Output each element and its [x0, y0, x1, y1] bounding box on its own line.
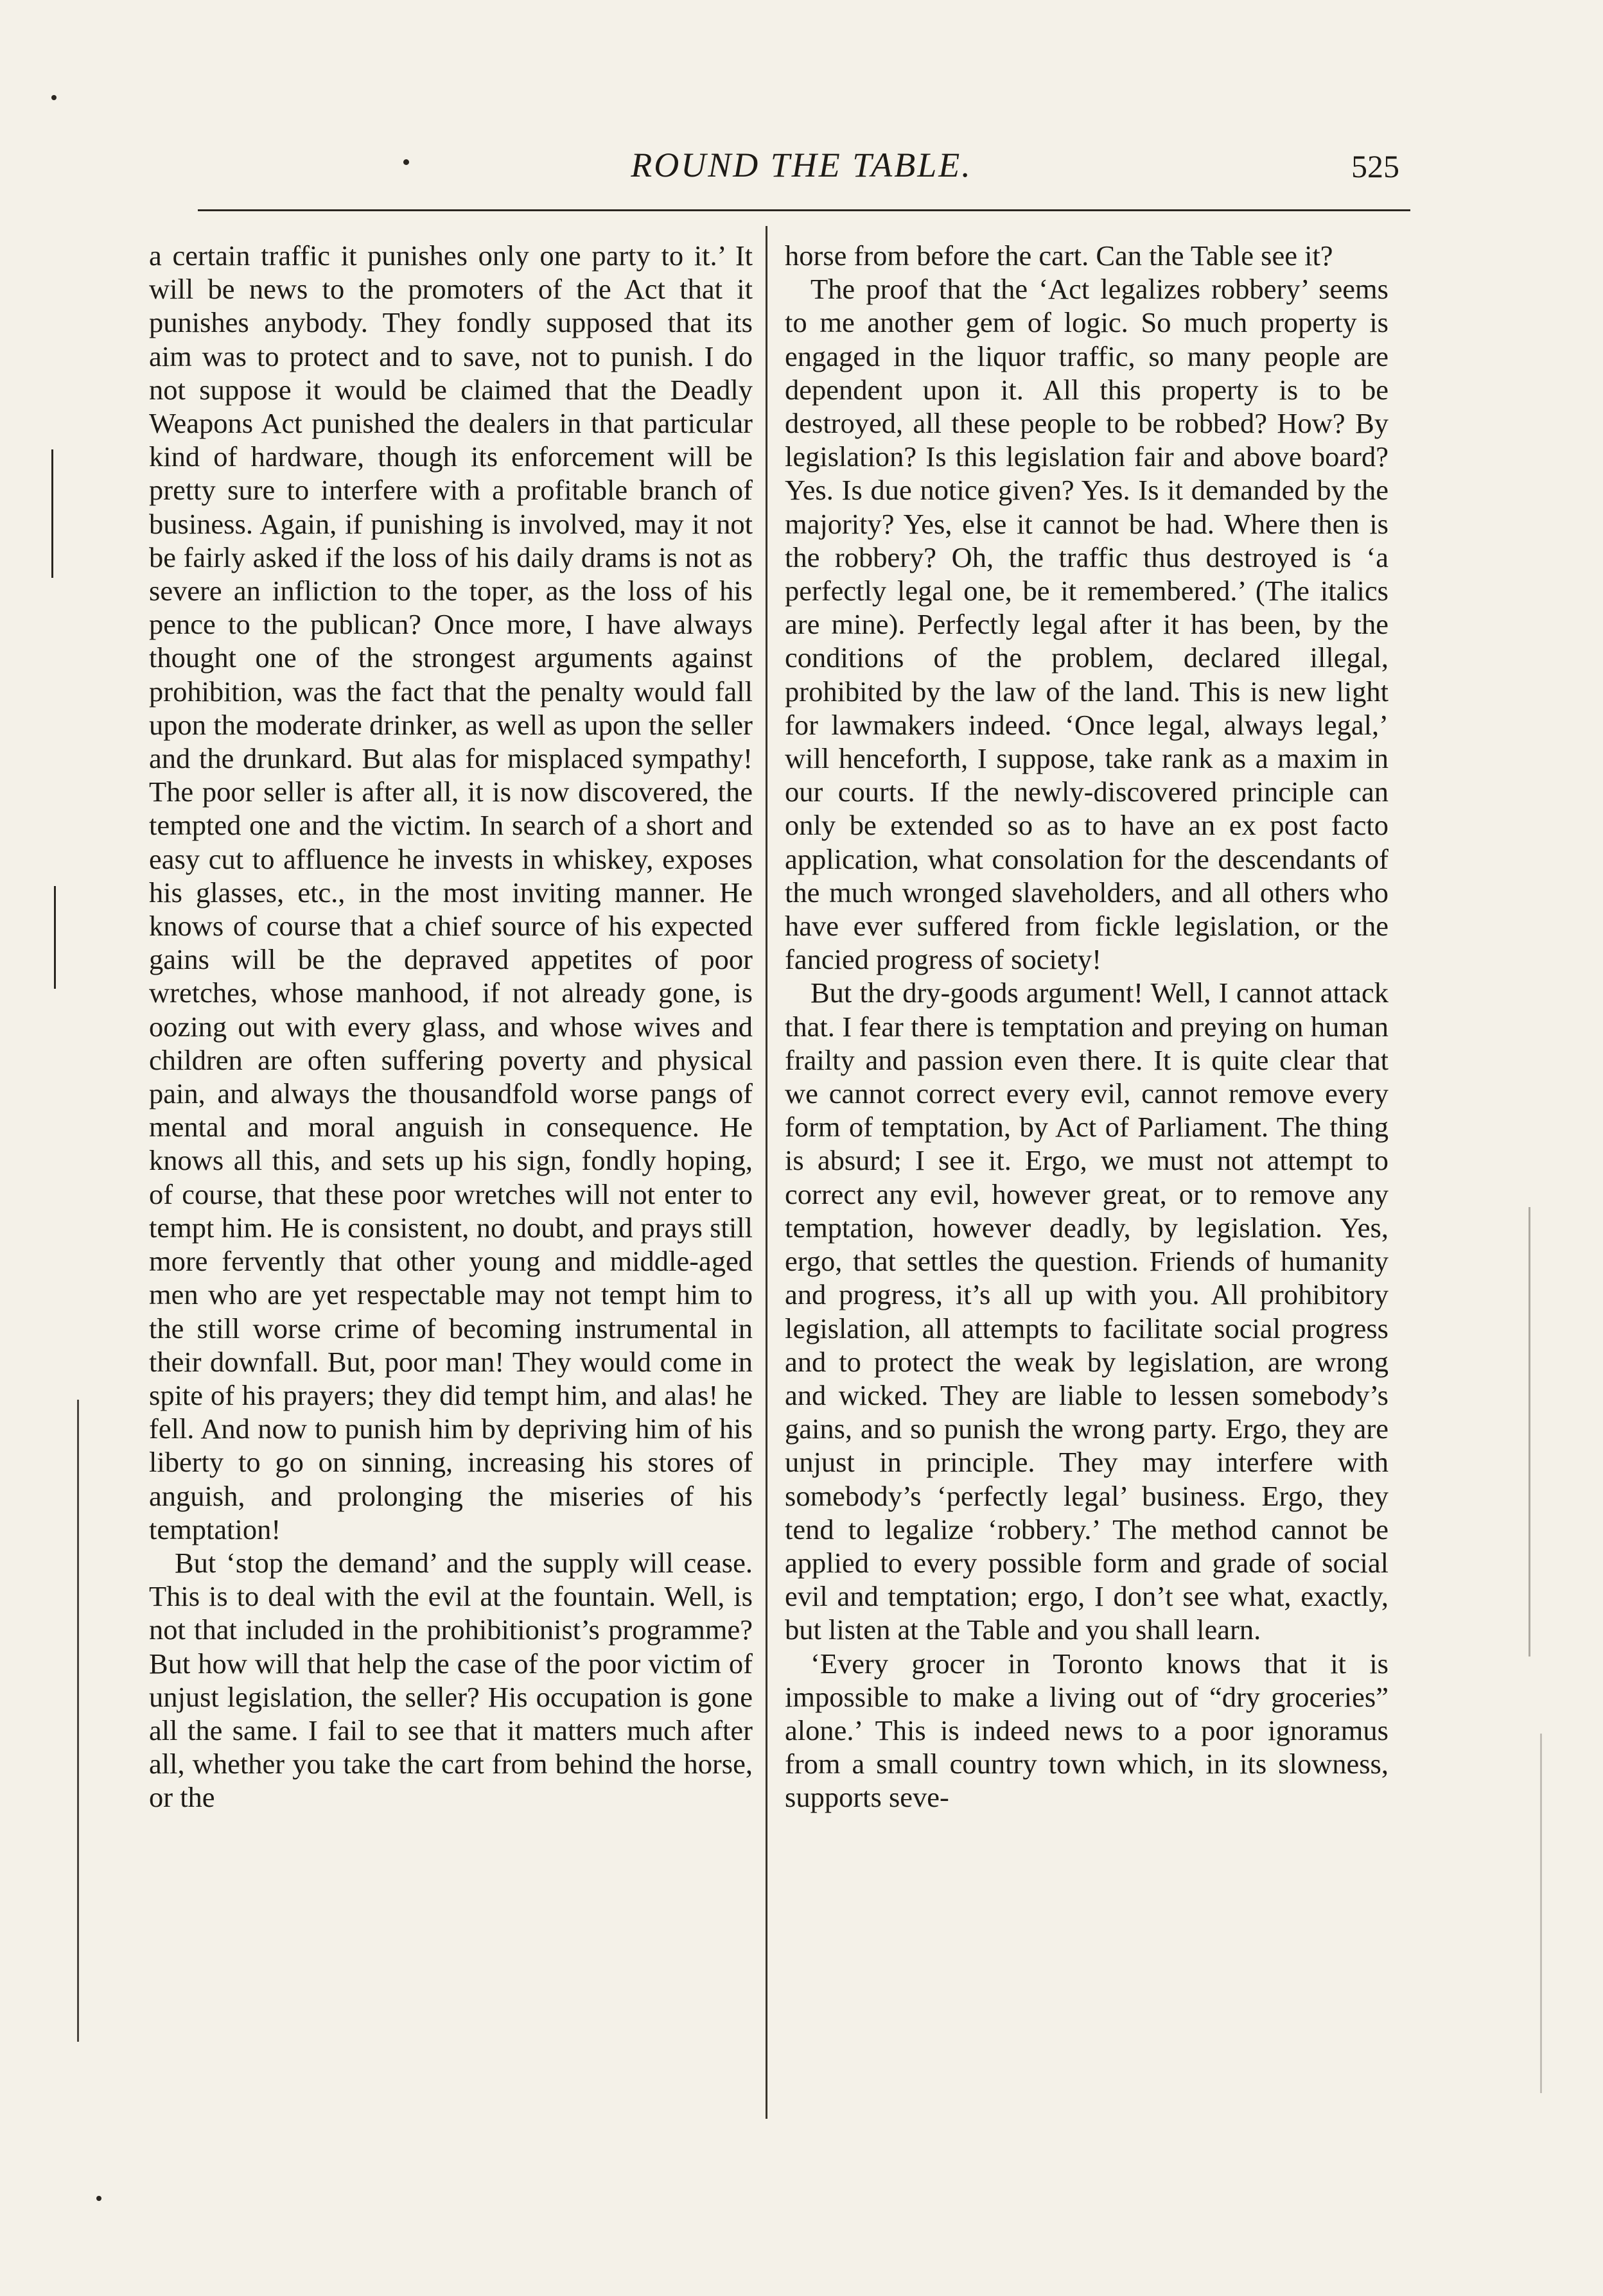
running-head: ROUND THE TABLE. [631, 146, 972, 184]
paragraph: horse from before the cart. Can the Table see it? [785, 239, 1333, 272]
header-rule [198, 209, 1410, 211]
margin-mark [51, 449, 53, 578]
margin-mark [1540, 1734, 1542, 2093]
left-column [149, 239, 753, 1814]
margin-mark [77, 1400, 79, 2042]
page-header [0, 128, 1603, 205]
paragraph: The proof that the ‘Act legalizes robbery’ seems to me another gem of logic. So much property is engaged in the liquor traffic, so many people are dependent upon it. All this property is to be destroyed, all these people to be robbed? How? By legislation? Is this legislation fair and above board? Yes. Is due notice given? Yes. Is it demanded by the majority? Yes, else it cannot be had. Where then is the robbery? Oh, the traffic thus destroyed is ‘a perfectly legal one, be it remembered.’ (The italics are mine). Perfectly legal after it has been, by the conditions of the problem, declared illegal, prohibited by the law of the land. This is new light for lawmakers indeed. ‘Once legal, always legal,’ will henceforth, I suppose, take rank as a maxim in our courts. If the newly-discovered principle can only be extended so as to have an ex post facto application, what consolation for the descendants of the much wronged slaveholders, and all others who have ever suffered from fickle legislation, or the fancied progress of society! [785, 273, 1388, 976]
margin-mark [51, 95, 57, 100]
paragraph: But the dry-goods argument! Well, I cannot attack that. I fear there is temptation and preying on human frailty and passion even there. It is quite clear that we cannot correct every evil, cannot remove every form of temptation, by Act of Parliament. The thing is absurd; I see it. Ergo, we must not attempt to correct any evil, however great, or to remove any temptation, however deadly, by legislation. Yes, ergo, that settles the question. Friends of humanity and progress, it’s all up with you. All prohibitory legislation, all attempts to facilitate social progress and to protect the weak by legislation, are wrong and wicked. They are liable to lessen somebody’s gains, and so punish the wrong party. Ergo, they are unjust in principle. They may interfere with somebody’s ‘perfectly legal’ business. Ergo, they tend to legalize ‘robbery.’ The method cannot be applied to every possible form and grade of social evil and temptation; ergo, I don’t see what, exactly, but listen at the Table and you shall learn. [785, 977, 1388, 1646]
right-column [785, 239, 1388, 1814]
paragraph: But ‘stop the demand’ and the supply will cease. This is to deal with the evil at the fountain. Well, is not that included in the prohibitionist’s programme? But how will that help the case of the poor victim of unjust legislation, the seller? His occupation is gone all the same. I fail to see that it matters much after all, whether you take the cart from behind the horse, or the [149, 1546, 753, 1814]
paragraph: a certain traffic it punishes only one party to it.’ It will be news to the promoters of the Act that it punishes anybody. They fondly supposed that its aim was to protect and to save, not to punish. I do not suppose it would be claimed that the Deadly Weapons Act punished the dealers in that particular kind of hardware, though its enforcement will be pretty sure to interfere with a profitable branch of business. Again, if punishing is involved, may it not be fairly asked if the loss of his daily drams is not as severe an infliction to the toper, as the loss of his pence to the publican? Once more, I have always thought one of the strongest arguments against prohibition, was the fact that the penalty would fall upon the moderate drinker, as well as upon the seller and the drunkard. But alas for misplaced sympathy! The poor seller is after all, it is now discovered, the tempted one and the victim. In search of a short and easy cut to affluence he invests in whiskey, exposes his glasses, etc., in the most inviting manner. He knows of course that a chief source of his expected gains will be the depraved appetites of poor wretches, whose manhood, if not already gone, is oozing out with every glass, and whose wives and children are often suffering poverty and physical pain, and always the thousandfold worse pangs of mental and moral anguish in consequence. He knows all this, and sets up his sign, fondly hoping, of course, that these poor wretches will not enter to tempt him. He is consistent, no doubt, and prays still more fervently that other young and middle-aged men who are yet respectable may not tempt him to the still worse crime of becoming instrumental in their downfall. But, poor man! They would come in spite of his prayers; they did tempt him, and alas! he fell. And now to punish him by depriving him of his liberty to go on sinning, increasing his stores of anguish, and prolonging the miseries of his temptation! [149, 239, 753, 1545]
margin-mark [1529, 1207, 1530, 1657]
margin-mark [96, 2196, 101, 2201]
margin-mark [54, 886, 56, 989]
page-number: 525 [1351, 148, 1399, 184]
paragraph: ‘Every grocer in Toronto knows that it is impossible to make a living out of “dry groceries” alone.’ This is indeed news to a poor ignoramus from a small country town which, in its slowness, supports seve- [785, 1647, 1388, 1814]
column-rule [766, 226, 767, 2119]
